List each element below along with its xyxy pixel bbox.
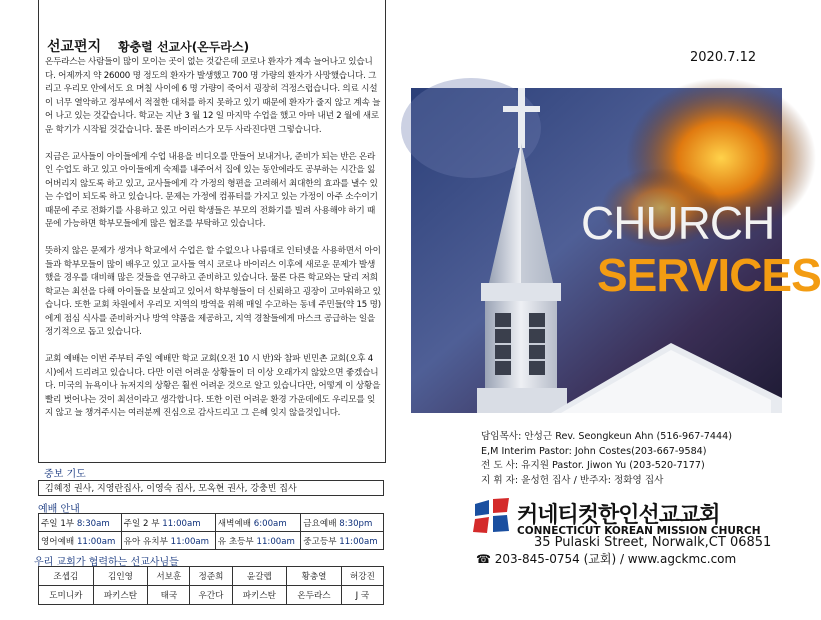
worship-schedule-table: [38, 513, 384, 550]
missionary-name: 정준희: [190, 567, 232, 586]
worship-title: 예배 안내: [38, 504, 80, 515]
letter-body: [45, 56, 381, 434]
bulletin-date: 2020.7.12: [690, 50, 757, 65]
schedule-cell: 중고등부 11:00am: [301, 532, 384, 550]
banner-services-text: SERVICES: [597, 249, 821, 301]
table-row: [39, 532, 384, 550]
letter-author: 황충렬 선교사(온두라스): [117, 40, 250, 54]
missionary-country: 온두라스: [287, 586, 342, 605]
missionaries-table: [38, 566, 384, 605]
missionary-country: 파키스탄: [232, 586, 287, 605]
staff-em-pastor: E,M Interim Pastor: John Costes(203-667-9584): [481, 445, 707, 457]
table-row: [39, 514, 384, 532]
missionary-name: 윤갈렙: [232, 567, 287, 586]
mission-letter-box: [38, 0, 386, 463]
schedule-cell: 주일 1부 8:30am: [39, 514, 122, 532]
letter-paragraph: 교회 예배는 이번 주부터 주일 예배만 학교 교회(오전 10 시 반)와 참파 빈민촌 교회(오후 4 시)에서 드리려고 있습니다. 다만 이런 어려운 상황들이 더 이상 오래가지 않았으면 좋겠습니다. 미국의 뉴욕이나 뉴저지의 상황은 훨씬 어려운 것으로 알고 있습니다만, 어떻게 이 상황을 빨리 벗어나는 것이 최선이라고 생각합니다. 또한 이런 어려운 환경 가운데에도 우리모를 잊지 않고 늘 챙겨주시는 여러분께 진심으로 감사드리고 그 은혜 잊지 않을것입니다.: [45, 354, 381, 418]
letter-paragraph: 온두라스는 사람들이 많이 모이는 곳이 없는 것같은데 코로나 환자가 계속 늘어나고 있습니다. 어제까지 약 26000 명 정도의 환자가 발생했고 700 명 가량의 환자가 사망했습니다. 그리고 우리모 안에서도 요 며칠 사이에 6 명 가량이 죽어서 굉장히 걱정스럽습니다. 의료 시설이 너무 열악하고 정부에서 적절한 대처를 하지 못하고 있기 때문에 환자가 줄지 않고 계속 늘어 나고 있는 것같습니다. 학교는 지난 3 월 12 일 마지막 수업을 했고 아마 내년 2 월에 새로운 학기가 시작될 것같습니다. 물론 바이러스가 모두 사라진다면 그렇습니다.: [45, 57, 381, 135]
staff-senior-pastor: 담임목사: 안성근 Rev. Seongkeun Ahn (516-967-7444): [481, 431, 732, 442]
prayer-names: 김혜정 권사, 지영란집사, 이영숙 집사, 모옥현 권사, 강충빈 집사: [38, 480, 384, 496]
missionary-name: 허강진: [341, 567, 383, 586]
schedule-cell: 유 초등부 11:00am: [215, 532, 301, 550]
letter-title: 선교편지: [47, 39, 102, 55]
church-address: 35 Pulaski Street, Norwalk,CT 06851: [534, 535, 772, 550]
banner-church-text: CHURCH: [581, 197, 775, 249]
missionary-country: J 국: [341, 586, 383, 605]
missionary-country: 파키스탄: [93, 586, 148, 605]
church-name-english: CONNECTICUT KOREAN MISSION CHURCH: [517, 525, 761, 537]
letter-paragraph: 지금은 교사들이 아이들에게 수업 내용을 비디오를 만들어 보내거나, 준비가 되는 반은 온라인 수업도 하고 있고 아이들에게 숙제를 내주어서 집에 있는 동안에라도 공부하는 시간을 잃어버리지 않도록 하고 있고, 교사들에게 각 가정의 형편을 고려해서 최대한의 효과를 낼수 있는 수업이 되도록 하고 있습니다. 문제는 가정에 컴퓨터를 가지고 있는 가정이 아주 소수이기 때문에 주로 전화기를 사용하고 있고 어린 학생들은 부모의 전화기를 빌려 사용해야 하기 때문에 가능하면 학부모들에게 많은 협조를 부탁하고 있습니다.: [45, 151, 378, 229]
missionary-name: 조셉김: [39, 567, 94, 586]
staff-list: [481, 430, 732, 488]
missionaries-title: 우리 교회가 협력하는 선교사님들: [34, 557, 179, 568]
church-name-korean: 커네티컷한인선교교회: [517, 503, 720, 528]
letter-heading: [47, 36, 249, 56]
table-row: [39, 567, 384, 586]
schedule-cell: 영어예배 11:00am: [39, 532, 122, 550]
church-contact: ☎ 203-845-0754 (교회) / www.agckmc.com: [476, 552, 737, 566]
schedule-cell: 새벽예배 6:00am: [215, 514, 301, 532]
missionary-name: 김인영: [93, 567, 148, 586]
schedule-cell: 금요예배 8:30pm: [301, 514, 384, 532]
missionary-country: 태국: [148, 586, 190, 605]
table-row: [39, 586, 384, 605]
missionary-country: 우간다: [190, 586, 232, 605]
missionary-country: 도미니카: [39, 586, 94, 605]
church-services-banner: [411, 88, 821, 413]
missionary-name: 서보훈: [148, 567, 190, 586]
schedule-cell: 유아 유치부 11:00am: [121, 532, 215, 550]
schedule-cell: 주일 2 부 11:00am: [121, 514, 215, 532]
prayer-title: 중보 기도: [44, 469, 86, 480]
church-logo-icon: [471, 498, 513, 538]
letter-paragraph: 뜻하지 않은 문제가 생겨나 학교에서 수업은 할 수없으나 나름대로 인터넷을 사용하면서 아이들과 학부모들이 많이 배우고 있고 교사들 역시 코로나 바이러스 이후에 새로운 문제가 발생 했을 경우를 대비해 많은 것들을 연구하고 준비하고 있습니다. 물론 다른 학교와는 달리 저희 학교는 최선을 다해 아이들을 보살피고 있어서 학부형들이 더 신뢰하고 굉장이 고마워하고 있습니다. 또한 교회 차원에서 우리모 지역의 방역을 위해 매일 수고하는 동네 주민들(약 15 명)에게 점심 식사를 준비하거나 방역 약품을 제공하고, 지역 경찰들에게 마스크 공급하는 일을 정기적으로 돕고 있습니다.: [45, 246, 381, 337]
staff-evangelist: 전 도 사: 유지원 Pastor. Jiwon Yu (203-520-7177): [481, 460, 705, 471]
missionary-name: 황충열: [287, 567, 342, 586]
staff-music: 지 휘 자: 윤성헌 집사 / 반주자: 정화영 집사: [481, 474, 664, 486]
